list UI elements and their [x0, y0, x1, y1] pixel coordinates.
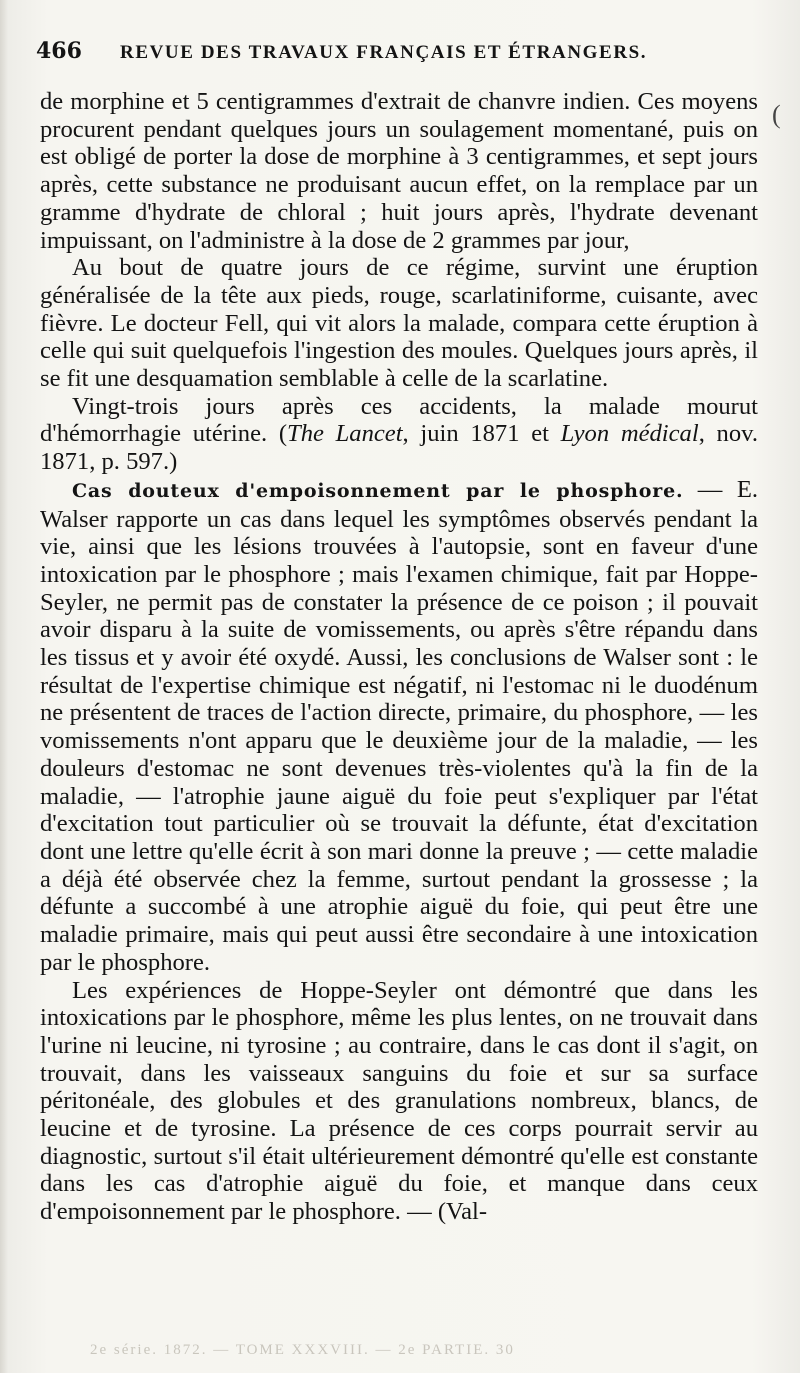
journal-lyon-medical: Lyon médical: [560, 420, 699, 448]
paragraph-death: [40, 393, 758, 476]
page-header: [36, 38, 766, 74]
page-edge-shadow: [0, 0, 8, 1373]
paragraph-death-between: , juin 1871 et: [402, 420, 561, 448]
page-footer-showthrough: 2e série. 1872. — TOME XXXVIII. — 2e PARTIE. 30: [90, 1342, 515, 1358]
margin-mark: (: [772, 100, 781, 129]
journal-the-lancet: The Lancet: [287, 420, 403, 448]
paragraph-phosphorus-case: [40, 476, 758, 977]
paragraph-phosphorus-text: — E. Walser rapporte un cas dans lequel les symptômes observés pendant la vie, ainsi que les lésions trouvées à l'autopsie, sont en faveur d'une intoxication par le phosphore ; mais l'examen chimique, fait par Hoppe-Seyler, ne permit pas de constater la présence de ce poison ; il pouvait avoir disparu à la suite de vomissements, ou après s'être répandu dans les tissus et y avoir été oxydé. Aussi, les conclusions de Walser sont : le résultat de l'expertise chimique est négatif, ni l'estomac ni le duodénum ne présentent de traces de l'action directe, primaire, du phosphore, — les vomissements n'ont apparu que le deuxième jour de la maladie, — les douleurs d'estomac ne sont devenues très-violentes qu'à la fin de la maladie, — l'atrophie jaune aiguë du foie peut s'expliquer par l'état d'excitation tout particulier où se trouvait la défunte, état d'excitation dont une lettre qu'elle écrit à son mari donne la preuve ; — cette maladie a déjà été observée chez la femme, surtout pendant la grossesse ; la défunte a succombé à une atrophie aiguë du foie, qui peut être une maladie primaire, mais qui peut aussi être secondaire à une intoxication par le phosphore.: [40, 475, 758, 976]
page-number: 466: [36, 38, 82, 64]
body-text: [40, 88, 758, 1226]
paragraph-eruption: Au bout de quatre jours de ce régime, survint une éruption généralisée de la tête aux pieds, rouge, scarlatiniforme, cuisante, avec fièvre. Le docteur Fell, qui vit alors la malade, compara cette éruption à celle qui suit quelquefois l'ingestion des moules. Quelques jours après, il se fit une desquamation semblable à celle de la scarlatine.: [40, 254, 758, 393]
section-title: Cas douteux d'empoisonnement par le phosphore.: [72, 479, 684, 502]
paragraph-death-citation: , nov. 1871, p. 597.): [40, 420, 758, 476]
running-head: REVUE DES TRAVAUX FRANÇAIS ET ÉTRANGERS.: [120, 42, 648, 63]
paragraph-death-text: Vingt-trois jours après ces accidents, la malade mourut d'hémorrhagie utérine. (: [40, 392, 758, 448]
paragraph-continuation: de morphine et 5 centigrammes d'extrait de chanvre indien. Ces moyens procurent pendant quelques jours un soulagement momentané, puis on est obligé de porter la dose de morphine à 3 centigrammes, et sept jours après, cette substance ne produisant aucun effet, on la remplace par un gramme d'hydrate de chloral ; huit jours après, l'hydrate devenant impuissant, on l'administre à la dose de 2 grammes par jour,: [40, 88, 758, 254]
paragraph-hoppe-seyler: Les expériences de Hoppe-Seyler ont démontré que dans les intoxications par le phosphore, même les plus lentes, on ne trouvait dans l'urine ni leucine, ni tyrosine ; au contraire, dans le cas dont il s'agit, on trouvait, dans les vaisseaux sanguins du foie et sur sa surface péritonéale, des globules et des granulations nombreux, blancs, de leucine et de tyrosine. La présence de ces corps pourrait servir au diagnostic, surtout s'il était ultérieurement démontré qu'elle est constante dans les cas d'atrophie aiguë du foie, et manque dans ceux d'empoisonnement par le phosphore. — (Val-: [40, 976, 758, 1226]
